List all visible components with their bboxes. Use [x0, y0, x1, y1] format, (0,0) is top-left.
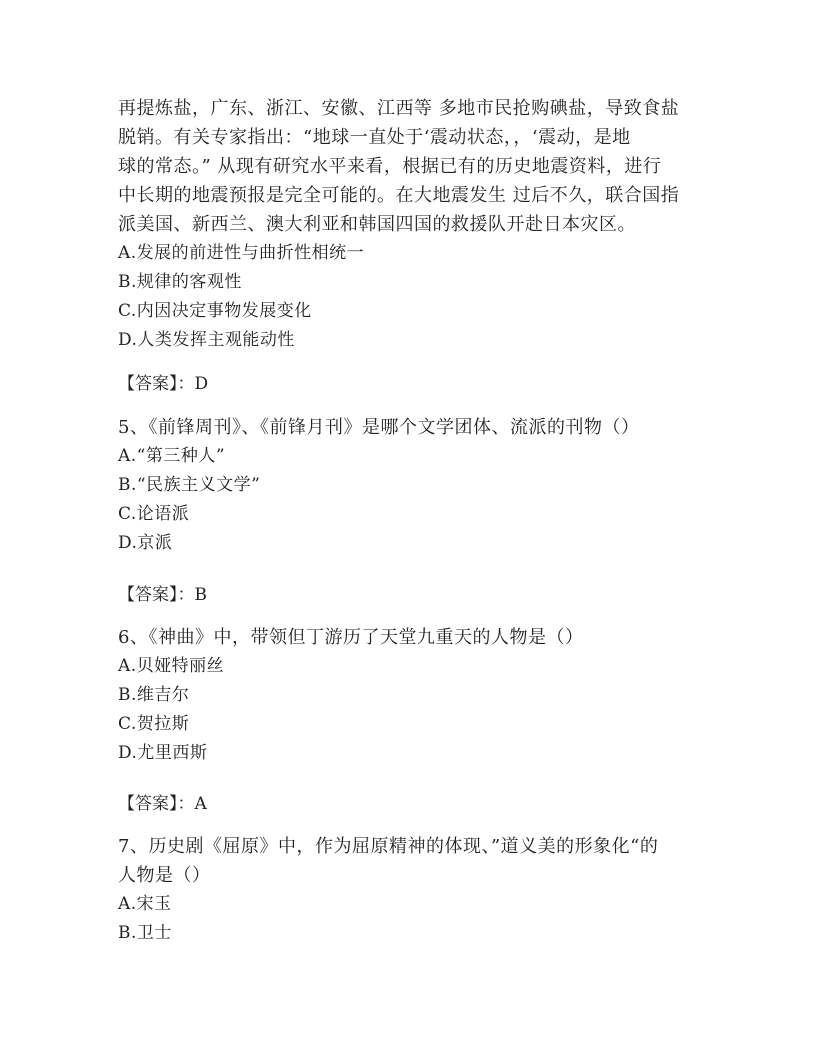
option-c: C.论语派: [118, 504, 190, 524]
question-text: 6、《神曲》中，带领但丁游历了天堂九重天的人物是（）: [118, 627, 584, 648]
passage-line: 球的常态。” 从现有研究水平来看，根据已有的历史地震资料，进行: [118, 156, 662, 177]
question-text-line: 人物是（）: [118, 865, 211, 886]
question-6: [118, 623, 708, 768]
answer-label: 【答案】：B: [118, 585, 207, 605]
option-d: D.尤里西斯: [118, 743, 208, 763]
question-5: [118, 413, 708, 558]
option-a: A.宋玉: [118, 894, 172, 914]
option-b: B.“民族主义文学”: [118, 475, 261, 495]
option-b: B.卫士: [118, 923, 172, 943]
question-7: [118, 832, 708, 948]
passage-block: [118, 94, 704, 355]
option-a: A.贝娅特丽丝: [118, 656, 225, 676]
option-b: B.规律的客观性: [118, 272, 242, 292]
option-a: A.“第三种人”: [118, 446, 226, 466]
question-text: 5、《前锋周刊》、《前锋月刊》是哪个文学团体、流派的刊物（）: [118, 417, 640, 438]
passage-line: 派美国、新西兰、澳大利亚和韩国四国的救援队开赴日本灾区。: [118, 214, 636, 235]
option-d: D.人类发挥主观能动性: [118, 330, 295, 350]
passage-line: 再提炼盐，广东、浙江、安徽、江西等 多地市民抢购碘盐，导致食盐: [118, 98, 680, 119]
option-c: C.贺拉斯: [118, 714, 190, 734]
question-text-line: 7、历史剧《屈原》中，作为屈原精神的体现、”道义美的形象化“的: [118, 836, 659, 857]
answer-label: 【答案】：A: [118, 794, 207, 814]
passage-line: 脱销。有关专家指出：“地球一直处于‘震动状态，，‘震动，是地: [118, 127, 631, 148]
option-c: C.内因决定事物发展变化: [118, 301, 312, 321]
option-d: D.京派: [118, 533, 173, 553]
option-a: A.发展的前进性与曲折性相统一: [118, 243, 365, 263]
answer-label: 【答案】：D: [118, 374, 209, 394]
passage-line: 中长期的地震预报是完全可能的。在大地震发生 过后不久，联合国指: [118, 185, 680, 206]
option-b: B.维吉尔: [118, 685, 190, 705]
